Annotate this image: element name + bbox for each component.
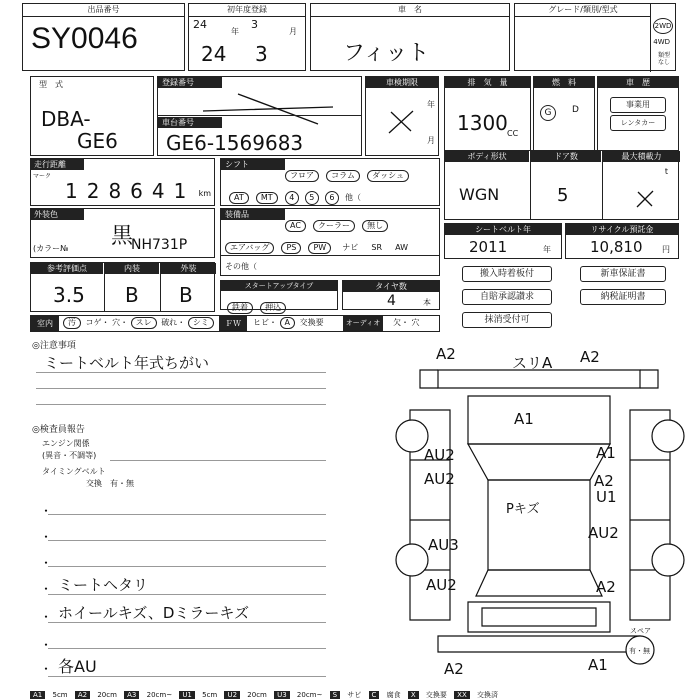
fuel-label: 燃 料 bbox=[534, 77, 594, 88]
mileage-mark: マーク bbox=[33, 173, 52, 180]
legend-u1: U1 bbox=[179, 691, 195, 699]
interior-hole: 穴 bbox=[112, 318, 121, 327]
drive-none: 類型 なし bbox=[657, 52, 670, 66]
displacement-label: 排 気 量 bbox=[445, 77, 530, 88]
legend-u3: U3 bbox=[274, 691, 290, 699]
tire-unit: 本 bbox=[423, 298, 431, 307]
fuel-box bbox=[533, 76, 595, 156]
legend-a2-size: 20cm bbox=[97, 691, 117, 699]
lot-number: SY0046 bbox=[31, 22, 138, 55]
legend-u2-size: 20cm bbox=[247, 691, 267, 699]
doc-plate: 搬入時着板付 bbox=[462, 266, 552, 282]
caution-text: ミートベルト年式ちがい bbox=[44, 354, 210, 372]
equip-sr: SR bbox=[371, 243, 383, 252]
inspection-month-unit: 月 bbox=[427, 136, 435, 145]
inspection-year-unit: 年 bbox=[427, 100, 435, 109]
wheel-rear-left bbox=[396, 544, 428, 576]
damage-right-quarter: A2 bbox=[596, 578, 616, 596]
legend-a3: A3 bbox=[124, 691, 139, 699]
first-registration-label: 初年度登録 bbox=[189, 4, 305, 17]
lot-number-box bbox=[22, 3, 185, 71]
shift-5: 5 bbox=[305, 191, 319, 205]
spare-value: 有・無 bbox=[629, 647, 650, 655]
interior-scuff: スレ bbox=[131, 317, 157, 329]
inspection-box bbox=[365, 76, 439, 156]
timing-exchange: 交換 有・無 bbox=[86, 479, 134, 488]
interior-score-label: 内装 bbox=[105, 263, 159, 274]
exterior-score: B bbox=[179, 283, 193, 307]
model-type-box bbox=[30, 76, 154, 156]
model-type-code: GE6 bbox=[77, 129, 118, 153]
history-business: 事業用 bbox=[610, 97, 666, 113]
first-registration-year: 24 bbox=[201, 42, 227, 66]
damage-hood: A1 bbox=[514, 410, 534, 428]
registration-number-label: 登録番号 bbox=[158, 77, 222, 88]
vehicle-history-box bbox=[597, 76, 679, 156]
max-load-label: 最大積載力 bbox=[603, 151, 680, 162]
audio-label: オーディオ bbox=[343, 316, 383, 331]
equip-aw: AW bbox=[395, 243, 409, 252]
recycle-unit: 円 bbox=[662, 245, 670, 254]
note-1: ミートヘタリ bbox=[58, 576, 149, 594]
mileage-box bbox=[30, 158, 215, 206]
vehicle-history-label: 車 歴 bbox=[598, 77, 678, 88]
color-label: 外装色 bbox=[31, 209, 84, 220]
fw-label: ＦＷ bbox=[219, 316, 247, 331]
first-registration-year-unit: 年 bbox=[231, 27, 239, 36]
hood bbox=[468, 396, 610, 444]
model-type-prefix: DBA- bbox=[41, 107, 91, 131]
audio-hole: 穴 bbox=[411, 318, 420, 327]
displacement-box bbox=[444, 76, 531, 156]
mileage-label: 走行距離 bbox=[31, 159, 84, 170]
first-registration-era: 24 bbox=[193, 18, 207, 31]
timing-label: タイミングベルト bbox=[42, 467, 106, 476]
grade-label: グレード/類別/型式 bbox=[515, 4, 651, 17]
rear-body bbox=[468, 602, 610, 632]
color-box bbox=[30, 208, 215, 258]
equip-ac: AC bbox=[285, 220, 306, 232]
seatbelt-label: シートベルト年 bbox=[445, 224, 561, 235]
bullet-5: ・ bbox=[40, 610, 53, 624]
seatbelt-year: 2011 bbox=[469, 238, 508, 256]
legend-s: S bbox=[330, 691, 340, 699]
body-box bbox=[444, 150, 679, 220]
start-type-label: スタートアップタイプ bbox=[221, 281, 337, 291]
seatbelt-unit: 年 bbox=[543, 245, 551, 254]
fw-a: A bbox=[280, 317, 295, 329]
door-count-label: ドア数 bbox=[531, 151, 601, 162]
legend-c: C bbox=[369, 691, 380, 699]
door-count: 5 bbox=[557, 185, 569, 206]
first-registration-box bbox=[188, 3, 306, 71]
first-registration-month-small: 3 bbox=[251, 18, 258, 31]
windshield bbox=[468, 444, 610, 480]
bullet-3: ・ bbox=[40, 556, 53, 570]
start-type-box bbox=[220, 280, 338, 310]
recycle-label: リサイクル預託金 bbox=[566, 224, 678, 235]
legend-u3-size: 20cm~ bbox=[296, 691, 323, 699]
tire-box bbox=[342, 280, 440, 310]
interior-row-label: 室内 bbox=[31, 316, 59, 331]
damage-left-rear-door: AU3 bbox=[428, 536, 459, 554]
tire-label: タイヤ数 bbox=[343, 281, 439, 292]
legend-s-desc: サビ bbox=[347, 691, 362, 699]
doc-cancel: 抹消受付可 bbox=[462, 312, 552, 328]
damage-right-rear-door: AU2 bbox=[588, 524, 619, 542]
shift-dash: ダッシュ bbox=[367, 170, 409, 182]
doc-insurance: 自賠承認讃求 bbox=[462, 289, 552, 305]
equip-none: 無し bbox=[362, 220, 388, 232]
lot-number-label: 出品番号 bbox=[23, 4, 184, 17]
equip-ps: PS bbox=[281, 242, 301, 254]
max-load-strike-icon bbox=[633, 187, 657, 211]
displacement-value: 1300 bbox=[457, 111, 508, 135]
engine-sub: (異音・不調等) bbox=[42, 451, 97, 460]
drive-2wd: 2WD bbox=[653, 18, 673, 34]
scores-box bbox=[30, 262, 215, 312]
legend-c-desc: 腐食 bbox=[386, 691, 401, 699]
interior-stain: シミ bbox=[188, 317, 214, 329]
start-key: 鉄着 bbox=[227, 302, 253, 314]
bullet-6: ・ bbox=[40, 638, 53, 652]
inspection-label: 車検期限 bbox=[366, 77, 438, 88]
fuel-g: G bbox=[540, 105, 556, 121]
mileage-value: 128641 bbox=[65, 179, 196, 203]
grade-box bbox=[514, 3, 676, 71]
legend-a1-size: 5cm bbox=[52, 691, 68, 699]
body-type: WGN bbox=[459, 185, 500, 204]
shift-mt: MT bbox=[256, 192, 278, 204]
spare-label: スペア bbox=[630, 627, 651, 635]
shift-box bbox=[220, 158, 440, 206]
legend-strip bbox=[30, 691, 680, 700]
audio-conditions: 欠・ 穴 bbox=[393, 318, 420, 327]
shift-floor: フロア bbox=[285, 170, 319, 182]
legend-a3-size: 20cm~ bbox=[146, 691, 173, 699]
inspector-label: ◎検査員報告 bbox=[32, 425, 85, 435]
displacement-unit: CC bbox=[507, 129, 519, 138]
interior-row bbox=[30, 315, 440, 332]
equip-pw: PW bbox=[308, 242, 331, 254]
damage-rear-left: A2 bbox=[444, 660, 464, 678]
damage-rear-right: A1 bbox=[588, 656, 608, 674]
damage-left-quarter: AU2 bbox=[426, 576, 457, 594]
legend-x-desc: 交換要 bbox=[425, 691, 447, 699]
color-value: 黒 bbox=[111, 224, 134, 249]
bullet-7: ・ bbox=[40, 662, 53, 676]
model-name-label: 車 名 bbox=[311, 4, 509, 17]
rear-window bbox=[476, 570, 602, 596]
damage-roof: Pキズ bbox=[506, 502, 540, 517]
shift-6: 6 bbox=[325, 191, 339, 205]
shift-label: シフト bbox=[221, 159, 285, 170]
legend-xx: XX bbox=[454, 691, 470, 699]
body-type-label: ボディ形状 bbox=[445, 151, 529, 162]
fw-crack: ヒビ bbox=[253, 318, 269, 327]
doc-tax: 納税証明書 bbox=[580, 289, 666, 305]
interior-tear: 破れ bbox=[161, 318, 178, 327]
chassis-number: GE6-1569683 bbox=[166, 131, 304, 155]
color-number: NH731P bbox=[131, 237, 188, 253]
note-2: ホイールキズ、Dミラーキズ bbox=[58, 604, 250, 622]
shift-at: AT bbox=[229, 192, 249, 204]
fw-replace: 交換要 bbox=[299, 318, 324, 327]
tire-count: 4 bbox=[387, 293, 396, 309]
fw-conditions: ヒビ・ A 交換要 bbox=[253, 318, 324, 327]
interior-score: B bbox=[125, 283, 139, 307]
max-load-unit: t bbox=[664, 167, 668, 176]
equipment-label: 装備品 bbox=[221, 209, 285, 220]
legend-u1-size: 5cm bbox=[202, 691, 218, 699]
inspection-strike-icon bbox=[386, 107, 416, 137]
model-name-box bbox=[310, 3, 510, 71]
legend-xx-desc: 交換済 bbox=[476, 691, 498, 699]
damage-front-left: A2 bbox=[436, 345, 456, 363]
interior-dirty: 汚 bbox=[63, 317, 81, 329]
equip-other: その他（ bbox=[225, 262, 257, 271]
shift-other: 他（ bbox=[345, 193, 362, 202]
start-smart: 押込 bbox=[260, 302, 286, 314]
seatbelt-box bbox=[444, 223, 562, 259]
interior-burn: コゲ bbox=[85, 318, 102, 327]
legend-a1: A1 bbox=[30, 691, 45, 699]
damage-front-right: A2 bbox=[580, 348, 600, 366]
legend-a2: A2 bbox=[75, 691, 90, 699]
color-number-label: (カラー№ bbox=[33, 244, 69, 253]
damage-right-front-door-2: U1 bbox=[596, 488, 617, 506]
roof bbox=[488, 480, 590, 570]
doc-warranty: 新車保証書 bbox=[580, 266, 666, 282]
bullet-4: ・ bbox=[40, 582, 53, 596]
damage-left-front-door: AU2 bbox=[424, 470, 455, 488]
audio-missing: 欠 bbox=[393, 318, 401, 327]
damage-left-fender: AU2 bbox=[424, 446, 455, 464]
damage-right-front-door-1: A2 bbox=[594, 472, 614, 490]
damage-front-center: スリA bbox=[512, 354, 553, 372]
wheel-rear-right bbox=[652, 544, 684, 576]
caution-label: ◎注意事項 bbox=[32, 341, 76, 351]
model-type-label: 型 式 bbox=[39, 80, 63, 89]
legend-x: X bbox=[408, 691, 419, 699]
equip-cooler: クーラー bbox=[313, 220, 355, 232]
bullet-2: ・ bbox=[40, 530, 53, 544]
registration-box bbox=[157, 76, 362, 156]
fuel-d: D bbox=[572, 105, 579, 115]
interior-conditions: 汚 コゲ・ 穴・ スレ 破れ・ シミ bbox=[63, 317, 216, 329]
shift-column: コラム bbox=[326, 170, 360, 182]
legend-u2: U2 bbox=[224, 691, 240, 699]
shift-4: 4 bbox=[285, 191, 299, 205]
engine-label: エンジン関係 bbox=[42, 439, 90, 448]
ref-score-label: 参考評価点 bbox=[31, 263, 103, 274]
equipment-box bbox=[220, 208, 440, 276]
wheel-front-right bbox=[652, 420, 684, 452]
bullet-1: ・ bbox=[40, 504, 53, 518]
drive-4wd: 4WD bbox=[653, 38, 670, 46]
equip-airbag: エアバッグ bbox=[225, 242, 274, 254]
exterior-score-label: 外装 bbox=[161, 263, 216, 274]
ref-score: 3.5 bbox=[53, 283, 85, 307]
damage-right-fender: A1 bbox=[596, 444, 616, 462]
chassis-number-label: 車台番号 bbox=[158, 117, 222, 128]
mileage-unit: km bbox=[198, 189, 211, 198]
first-registration-month-unit: 月 bbox=[289, 27, 297, 36]
recycle-box bbox=[565, 223, 679, 259]
first-registration-month: 3 bbox=[255, 42, 268, 66]
equip-navi: ナビ bbox=[342, 243, 359, 252]
history-rental: レンタカー bbox=[610, 115, 666, 131]
model-name: フィット bbox=[343, 41, 430, 66]
recycle-value: 10,810 bbox=[590, 238, 643, 256]
note-3: 各AU bbox=[58, 657, 97, 676]
